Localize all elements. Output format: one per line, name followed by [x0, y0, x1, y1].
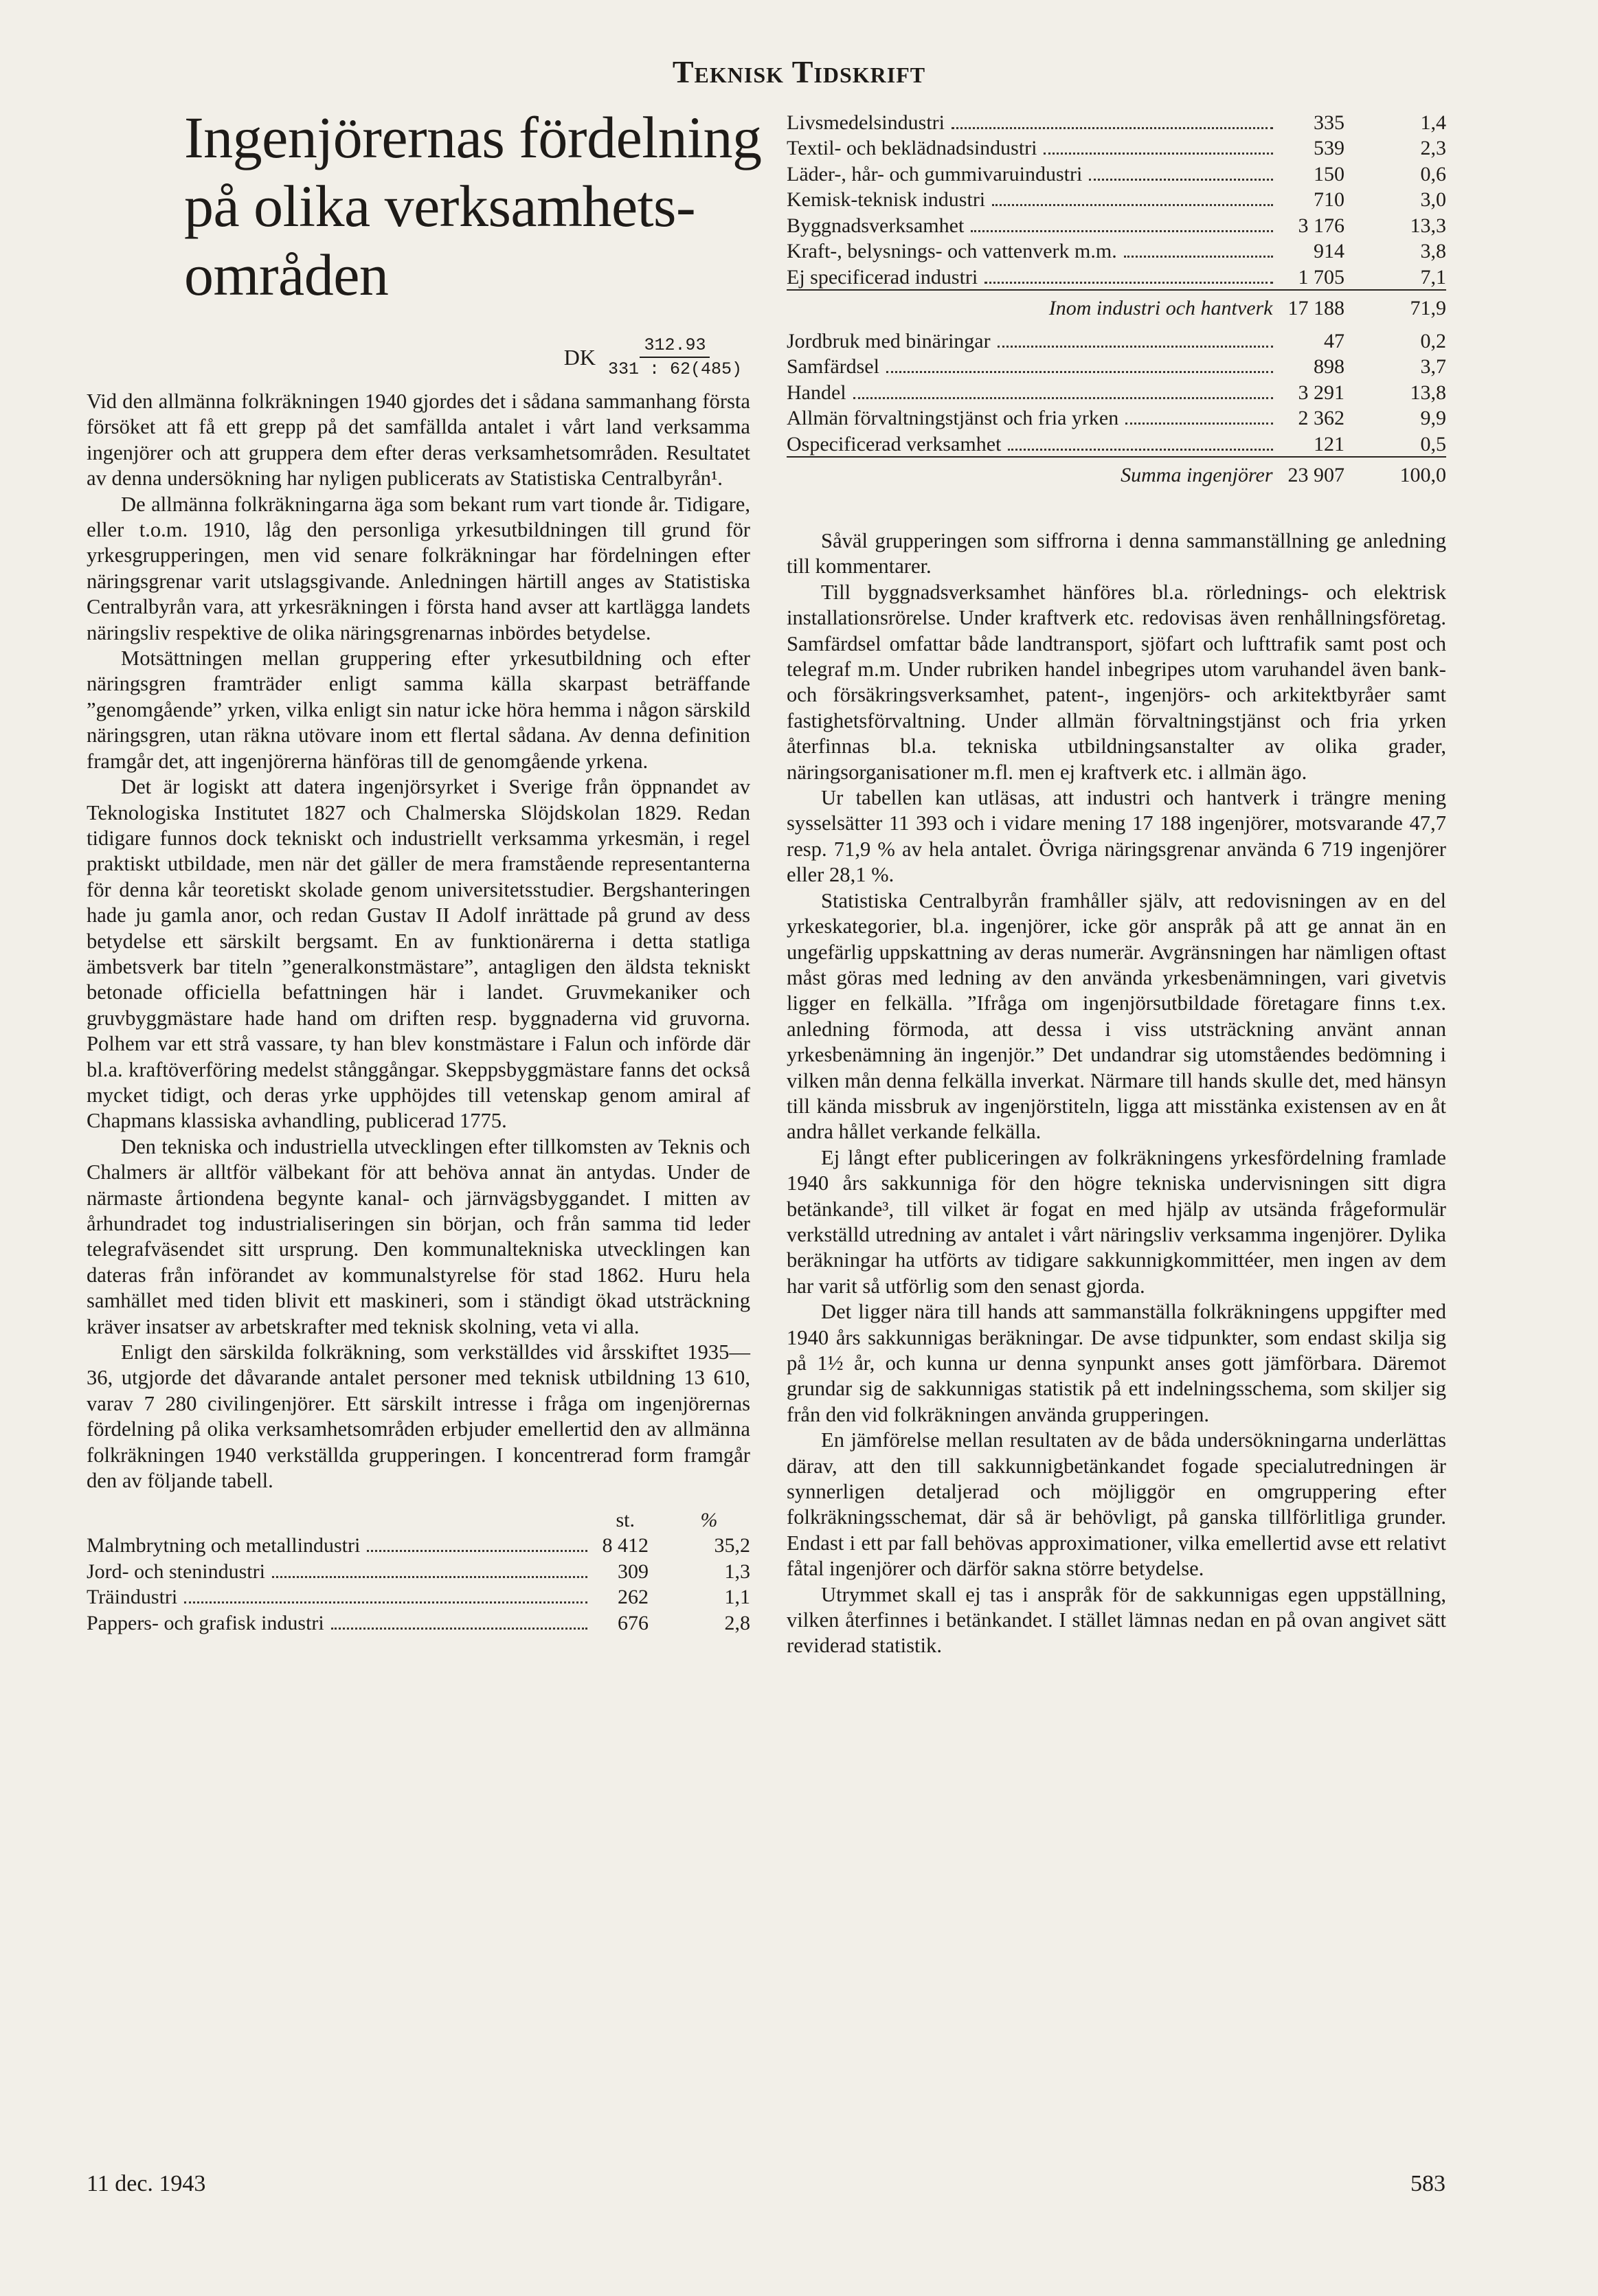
row-count: 2 362 [1298, 407, 1344, 429]
row-count: 3 176 [1298, 214, 1344, 237]
issue-date: 11 dec. 1943 [87, 2171, 206, 2196]
row-count: 914 [1314, 240, 1344, 262]
subtotal-label: Inom industri och hantverk [787, 290, 1279, 321]
row-percent: 13,8 [1410, 381, 1446, 404]
row-percent: 0,2 [1420, 329, 1446, 352]
paragraph: Den tekniska och industriella utvecklingen efter tillkomsten av Teknis och Chalmers är alltför välbekant för att behöva annat än antydas. Under de närmaste årtiondena begynte kanal- och järnvägsbyggandet. I mitten av århundradet tog industrialiseringen sin början, och från samma tid leder telegrafväsendet sitt ursprung. Den kommunaltekniska utvecklingen kan dateras från införandet av kommunalstyrelse för stad 1862. Huru hela samhället med tiden blivit ett maskineri, som i ständigt ökad utsträckning kräver insatser av arbetskrafter med teknisk skolning, veta vi alla. [87, 1134, 750, 1338]
leader-dots [1044, 153, 1272, 155]
leader-dots [1125, 423, 1272, 425]
leader-dots [998, 346, 1273, 348]
title-line: områden [184, 242, 389, 308]
row-percent: 3,7 [1420, 355, 1446, 378]
paragraph: Utrymmet skall ej tas i anspråk för de sakkunnigas egen uppställning, vilken återfinnes i betänkandet. I stället lämnas nedan en på ovan angivet sätt reviderad statistik. [787, 1582, 1446, 1658]
row-percent: 13,3 [1410, 214, 1446, 237]
row-label: Byggnadsverksamhet [787, 214, 968, 238]
paragraph: Det är logiskt att datera ingenjörsyrket i Sverige från öppnandet av Teknologiska Institutet 1827 och Chalmerska Slöjdskolan 1829. Redan tidigare funnos dock tekniskt och industriellt verksamma yrkesmän, i regel praktiskt utbildade, men när det gäller de mera framstående representanterna för denna kår teoretiskt skolade genom universitetsstudier. Bergshanteringen hade ju gamla anor, och redan Gustav II Adolf inrättade på grund av dess betydelse ett särskilt bergsamt. En av funktionärerna i detta statliga ämbetsverk bar titeln ”generalkonstmästare”, antagligen den äldsta tekniskt betonade officiella befattningen här i landet. Gruvmekaniker och gruvbyggmästare hade hand om driften resp. byggnaderna vid gruvorna. Polhem var ett strå vassare, ty han blev konstmästare i Falun och införde där bl.a. kraftöverföring medelst stånggångar. Skeppsbyggmästare fanns det också mycket tidigt, och deras yrke upphöjdes till vetenskap genom amiral af Chapmans klassiska avhandling, publicerad 1775. [87, 775, 750, 1133]
row-count: 676 [618, 1611, 649, 1634]
article-title [184, 103, 762, 309]
table-row [787, 212, 1446, 238]
paragraph: Till byggnadsverksamhet hänföres bl.a. rörlednings- och elektrisk installationsrörelse. Under kraftverk etc. redovisas även renhållningsföretag. Samfärdsel omfattar både landtransport, sjöfart och lufttrafik samt post och telegraf m.m. Under rubriken handel inbegripes utom varuhandel även bank- och försäkringsverksamhet, patent-, ingenjörs- och arkitektbyråer samt fastighetsförvaltning. Under allmän förvaltningstjänst och fria yrken återfinnas bl.a. tekniska utbildningsanstalter av olika grader, näringsorganisationer m.fl. men ej kraftverk etc. i allmän ägo. [787, 580, 1446, 784]
total-st: 23 907 [1279, 457, 1345, 488]
distribution-table-part2 [787, 109, 1446, 487]
row-count: 8 412 [602, 1534, 649, 1557]
page-number: 583 [1410, 2171, 1445, 2196]
row-label: Pappers- och grafisk industri [87, 1612, 328, 1635]
row-count: 309 [618, 1560, 649, 1583]
dk-numerator: 312.93 [640, 335, 710, 358]
journal-header: Teknisk Tidskrift [672, 54, 926, 89]
row-label: Jordbruk med binäringar [787, 330, 995, 353]
table-total-row [787, 457, 1446, 488]
row-count: 3 291 [1298, 381, 1344, 404]
row-percent: 7,1 [1420, 265, 1446, 289]
dk-denominator: 331 : 62(485) [607, 359, 742, 379]
row-label: Allmän förvaltningstjänst och fria yrken [787, 407, 1123, 430]
row-count: 335 [1314, 111, 1344, 134]
leader-dots [331, 1628, 587, 1630]
leader-dots [367, 1550, 587, 1552]
leader-dots [272, 1576, 587, 1578]
paragraph: Vid den allmänna folkräkningen 1940 gjordes det i sådana sammanhang första försöket att få ett grepp på det samfällda antalet i vårt land verksamma ingenjörer och att gruppera dem efter deras verksamhetsområden. Resultatet av denna undersökning har nyligen publicerats av Statistiska Centralbyrån¹. [87, 390, 750, 491]
table-subtotal-row [787, 290, 1446, 321]
leader-dots [853, 397, 1273, 399]
total-label: Summa ingenjörer [787, 457, 1279, 488]
paragraph: Enligt den särskilda folkräkning, som verkställdes vid årsskiftet 1935—36, utgjorde det dåvarande antalet personer med teknisk utbildning 13 610, varav 7 280 civilingenjörer. Ett särskilt intresse i fråga om ingenjörernas fördelning på olika verksamhetsområden erbjuder emellertid den av allmänna folkräkningen 1940 verkställda grupperingen. I koncentrerad form framgår den av följande tabell. [87, 1340, 750, 1493]
leader-dots [984, 282, 1272, 284]
row-label: Handel [787, 381, 851, 405]
row-label: Läder-, hår- och gummivaruindustri [787, 163, 1086, 186]
row-count: 121 [1314, 432, 1344, 455]
table-row [787, 430, 1446, 457]
row-count: 47 [1324, 329, 1344, 352]
row-label: Träindustri [87, 1586, 181, 1609]
paragraph: Såväl grupperingen som siffrorna i denna sammanställning ge anledning till kommentarer. [787, 529, 1446, 578]
dk-classification [87, 335, 746, 379]
row-label: Livsmedelsindustri [787, 111, 949, 135]
row-label: Ospecificerad verksamhet [787, 433, 1005, 456]
leader-dots [952, 127, 1273, 129]
row-label: Jord- och stenindustri [87, 1560, 269, 1584]
row-label: Samfärdsel [787, 355, 884, 379]
row-count: 898 [1314, 355, 1344, 378]
row-percent: 0,6 [1420, 162, 1446, 185]
row-percent: 1,3 [724, 1560, 750, 1583]
table-row [787, 263, 1446, 290]
leader-dots [1008, 449, 1272, 451]
row-percent: 1,1 [724, 1586, 750, 1609]
paragraph: Ej långt efter publiceringen av folkräkningens yrkesfördelning framlade 1940 års sakkunniga för den högre tekniska undervisningen sitt digra betänkande³, till vilket är fogat en med hjälp av utsända frågeformulär verkställd utredning av antalet i vårt näringsliv verksamma ingenjörer. Dylika beräkningar ha utförts av tidigare sakkunnigkommittéer, men ingen av dem har varit så utförlig som den senast gjorda. [787, 1145, 1446, 1298]
table-row [787, 109, 1446, 135]
col-header-pct: % [700, 1508, 718, 1531]
paragraph: Statistiska Centralbyrån framhåller själv, att redovisningen av en del yrkeskategorier, bl.a. ingenjörer, icke gör anspråk på att ge annat än en ungefärlig uppskattning av deras numerär. Avgränsningen har nämligen oftast måst göras med ledning av den använda yrkesbenämningen, vari givetvis ligger en felkälla. ”Ifråga om ingenjörsutbildade företagare finns t.ex. anledning förmoda, att dessa i viss utsträckning använt annan yrkesbenämning än ingenjör.” Det undandrar sig utomståendes bedömning i vilken mån denna felkälla inverkat. Närmare till hands skulle det, med hänsyn till kända missbruk av ingenjörstiteln, ligga att misstänka existensen av en åt andra hållet verkande felkälla. [787, 888, 1446, 1144]
left-column [87, 103, 762, 1635]
table-row [87, 1532, 750, 1558]
total-pct: 100,0 [1344, 457, 1446, 488]
table-row [87, 1609, 750, 1635]
table-row [787, 379, 1446, 405]
subtotal-st: 17 188 [1279, 290, 1345, 321]
right-column [787, 109, 1446, 1659]
row-percent: 3,0 [1420, 188, 1446, 211]
row-percent: 3,8 [1420, 240, 1446, 262]
leader-dots [992, 204, 1272, 206]
col-header-st: st. [616, 1508, 635, 1531]
table-row [787, 160, 1446, 186]
row-count: 262 [618, 1586, 649, 1609]
row-percent: 2,3 [1420, 137, 1446, 159]
table-row [787, 238, 1446, 264]
row-label: Malmbrytning och metallindustri [87, 1534, 364, 1557]
row-count: 710 [1314, 188, 1344, 211]
row-label: Kraft-, belysnings- och vattenverk m.m. [787, 240, 1121, 263]
row-label: Kemisk-teknisk industri [787, 188, 989, 212]
table-row [787, 186, 1446, 212]
dk-label: DK [563, 344, 596, 370]
row-count: 150 [1314, 162, 1344, 185]
table-header-row [87, 1506, 750, 1532]
title-line: på olika verksamhets- [184, 173, 696, 239]
paragraph: Ur tabellen kan utläsas, att industri och hantverk i trängre mening sysselsätter 11 393 och i vidare mening 17 188 ingenjörer, motsvarande 47,7 resp. 71,9 % av hela antalet. Övriga näringsgrenar använda 6 719 ingenjörer eller 28,1 %. [787, 786, 1446, 887]
table-row [87, 1557, 750, 1584]
row-label: Textil- och beklädnadsindustri [787, 137, 1041, 160]
leader-dots [1124, 256, 1273, 258]
row-percent: 2,8 [724, 1611, 750, 1634]
leader-dots [184, 1601, 587, 1603]
dk-fraction [604, 335, 746, 379]
table-row [787, 353, 1446, 379]
paragraph: En jämförelse mellan resultaten av de båda undersökningarna underlättas därav, att den till sakkunnigbetänkandet fogade specialutredningen är synnerligen detaljerad och möjliggör en omgruppering efter folkräkningsschemat, där så är behövligt, på ganska tillförlitliga grunder. Endast i ett par fall behövas approximationer, vilka emellertid avse ett relativt fåtal ingenjörer och därför sakna större betydelse. [787, 1428, 1446, 1581]
title-line: Ingenjörernas fördelning [184, 104, 762, 170]
row-percent: 9,9 [1420, 407, 1446, 429]
paragraph: Det ligger nära till hands att sammanställa folkräkningens uppgifter med 1940 års sakkunnigas beräkningar. De avse tidpunkter, som endast skilja sig på 1½ år, och kunna ur denna synpunkt anses gott jämförbara. Däremot grundar sig de sakkunnigas statistik på ett indelningsschema, som skiljer sig från den vid folkräkningen använda grupperingen. [787, 1300, 1446, 1426]
paragraph: Motsättningen mellan gruppering efter yrkesutbildning och efter näringsgren framträder enligt samma källa skarpast beträffande ”genomgående” yrken, vilka enligt sin natur icke höra hemma i någon särskild näringsgren, utan räkna utövare inom ett flertal sådana. Av denna definition framgår det, att ingenjörerna hänföras till de genomgående yrkena. [87, 646, 750, 773]
leader-dots [886, 371, 1273, 373]
row-percent: 1,4 [1420, 111, 1446, 134]
subtotal-pct: 71,9 [1344, 290, 1446, 321]
paragraph: De allmänna folkräkningarna äga som bekant rum vart tionde år. Tidigare, eller t.o.m. 1910, låg den personliga yrkesutbildningen till grund för yrkesgrupperingen, men vid senare folkräkningar har fördelningen efter näringsgrenar varit utslagsgivande. Anledningen härtill anges av Statistiska Centralbyrån vara, att yrkesräkningen i första hand avser att kartlägga landets näringsliv respektive de olika näringsgrenarnas inbördes betydelse. [87, 492, 750, 644]
table-row [787, 135, 1446, 161]
leader-dots [1089, 179, 1272, 181]
row-percent: 35,2 [714, 1534, 750, 1557]
table-row [87, 1584, 750, 1610]
row-label: Ej specificerad industri [787, 266, 982, 289]
distribution-table-part1 [87, 1506, 750, 1635]
leader-dots [971, 230, 1272, 232]
table-row [787, 327, 1446, 353]
table-row [787, 405, 1446, 431]
row-percent: 0,5 [1420, 432, 1446, 455]
row-count: 1 705 [1298, 265, 1344, 289]
row-count: 539 [1314, 137, 1344, 159]
